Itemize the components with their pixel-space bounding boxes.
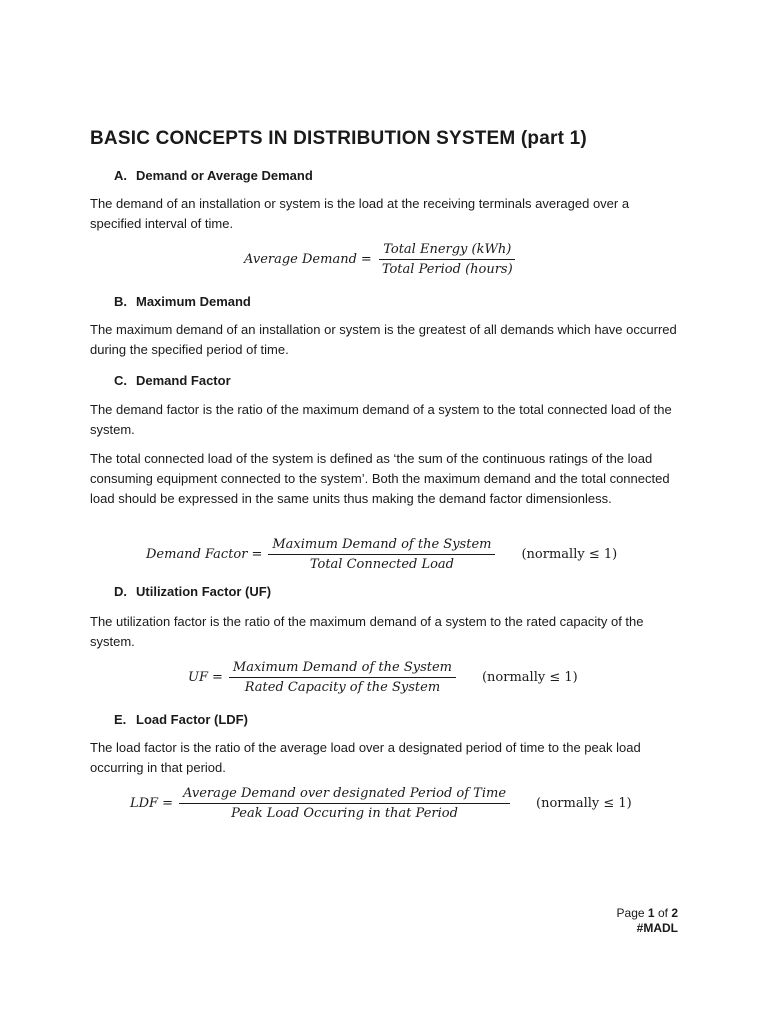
section-c-letter: C. [114,373,127,388]
section-d-paragraph: The utilization factor is the ratio of the maximum demand of a system to the rated capacity of the system. [90,614,644,649]
formula-numerator: Average Demand over designated Period of Time [179,786,510,804]
formula-numerator: Total Energy (kWh) [379,242,515,260]
document-title: BASIC CONCEPTS IN DISTRIBUTION SYSTEM (part 1) [90,128,587,149]
footer-tag: #MADL [636,921,678,935]
section-e-letter: E. [114,712,127,727]
section-e-heading [114,712,248,727]
formula-lhs: Average Demand [244,252,357,267]
section-b-heading [114,294,251,309]
section-a-letter: A. [114,168,127,183]
equals-sign: = [162,796,173,811]
page-current: 1 [647,906,655,920]
formula-fraction [179,786,510,821]
section-c-title: Demand Factor [136,373,231,388]
formula-denominator: Peak Load Occuring in that Period [231,806,458,821]
demand-factor-formula [146,537,617,572]
page-footer [617,906,678,936]
formula-denominator: Rated Capacity of the System [244,680,441,695]
utilization-factor-formula [188,660,578,695]
average-demand-formula [244,242,523,277]
formula-lhs: Demand Factor [146,547,248,562]
formula-lhs: UF [188,670,208,685]
page-number [617,906,678,921]
formula-fraction [229,660,456,695]
formula-fraction [378,242,517,277]
section-b-paragraph: The maximum demand of an installation or system is the greatest of all demands which have occurred during the specified period of time. [90,322,677,357]
section-c-paragraph-2: The total connected load of the system is defined as ‘the sum of the continuous ratings of the load consuming equipment connected to the system’. Both the maximum demand and the total connected load should be expressed in the same units thus making the demand factor dimensionless. [90,451,670,506]
formula-note: (normally ≤ 1) [481,670,578,685]
section-c-paragraph-1: The demand factor is the ratio of the maximum demand of a system to the total connected load of the system. [90,402,672,437]
formula-lhs: LDF [130,796,159,811]
formula-note: (normally ≤ 1) [536,796,632,811]
page-total: 2 [671,906,678,920]
section-e-title: Load Factor (LDF) [136,712,248,727]
equals-sign: = [211,670,223,685]
page-of: of [657,906,668,920]
section-d-letter: D. [114,584,127,599]
formula-denominator: Total Period (hours) [381,262,513,277]
formula-note: (normally ≤ 1) [521,547,618,562]
section-b-title: Maximum Demand [136,294,251,309]
section-e-paragraph: The load factor is the ratio of the average load over a designated period of time to the peak load occurring in that period. [90,740,641,775]
section-d-heading [114,584,271,599]
section-a-heading [114,168,313,183]
section-b-letter: B. [114,294,127,309]
equals-sign: = [360,252,372,267]
section-a-title: Demand or Average Demand [136,168,313,183]
formula-denominator: Total Connected Load [309,557,454,572]
formula-numerator: Maximum Demand of the System [268,537,495,555]
formula-numerator: Maximum Demand of the System [229,660,456,678]
load-factor-formula [130,786,632,821]
equals-sign: = [251,547,263,562]
page-word: Page [616,906,645,920]
formula-fraction [268,537,495,572]
section-d-title: Utilization Factor (UF) [136,584,272,599]
section-c-heading [114,373,231,388]
section-a-paragraph: The demand of an installation or system is the load at the receiving terminals averaged over a specified interval of time. [90,196,630,231]
